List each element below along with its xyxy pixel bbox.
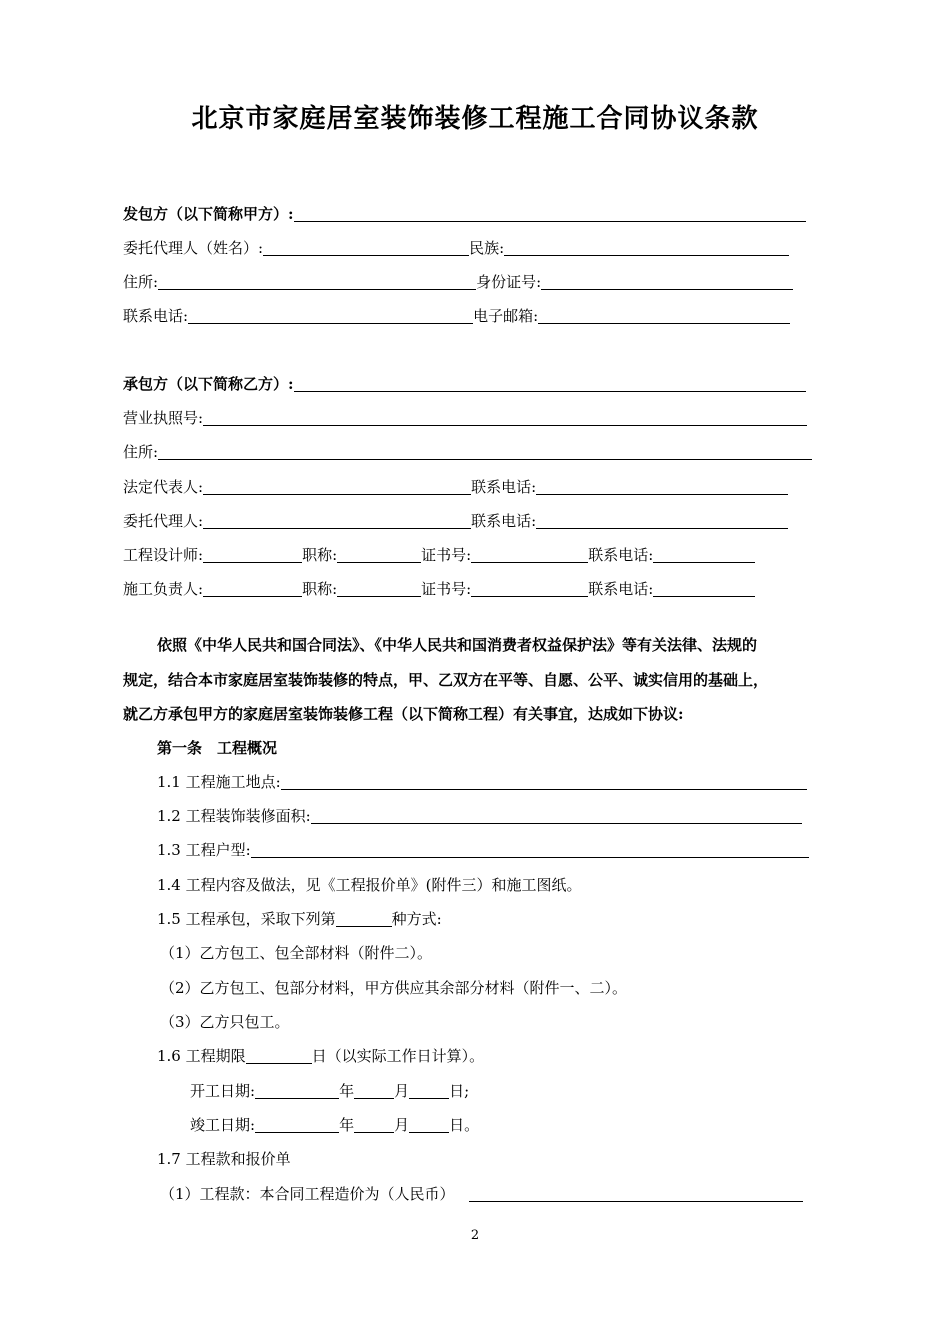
designer-label: 工程设计师: xyxy=(123,546,204,564)
document-title: 北京市家庭居室装饰装修工程施工合同协议条款 xyxy=(191,104,759,134)
item-1-6-suffix: 日（以实际工作日计算）。 xyxy=(311,1047,485,1065)
party-a-address-row xyxy=(123,271,793,293)
designer-phone-label: 联系电话: xyxy=(588,546,654,564)
party-b-legal-rep-phone-field[interactable] xyxy=(536,494,788,495)
item-1-6-label: 1.6 工程期限 xyxy=(157,1047,246,1065)
designer-phone-field[interactable] xyxy=(653,562,755,563)
party-a-agent-row xyxy=(123,237,789,259)
site-address-field[interactable] xyxy=(281,789,807,790)
party-b-row xyxy=(123,373,806,395)
end-date-row xyxy=(190,1114,479,1136)
party-a-phone-field[interactable] xyxy=(188,323,473,324)
start-date-label: 开工日期: xyxy=(190,1082,256,1100)
party-b-agent-field[interactable] xyxy=(203,528,471,529)
option-3: （3）乙方只包工。 xyxy=(160,1013,290,1031)
designer-title-field[interactable] xyxy=(337,562,421,563)
party-b-address-row xyxy=(123,441,812,463)
option-1: （1）乙方包工、包全部材料（附件二）。 xyxy=(160,944,433,962)
party-b-license-row xyxy=(123,407,807,429)
manager-phone-field[interactable] xyxy=(653,596,755,597)
party-b-agent-row xyxy=(123,510,788,532)
party-a-heading: 发包方（以下简称甲方）: xyxy=(123,205,294,223)
item-1-3-row xyxy=(157,839,809,861)
party-a-id-field[interactable] xyxy=(541,289,793,290)
preamble-line-2: 规定，结合本市家庭居室装饰装修的特点，甲、乙双方在平等、自愿、公平、诚实信用的基础上， xyxy=(123,671,769,689)
item-1-5-suffix: 种方式: xyxy=(391,910,442,928)
item-1-5-label: 1.5 工程承包，采取下列第 xyxy=(157,910,336,928)
area-field[interactable] xyxy=(311,823,802,824)
party-b-legal-rep-phone-label: 联系电话: xyxy=(471,478,537,496)
party-b-agent-phone-field[interactable] xyxy=(536,528,788,529)
party-a-ethnicity-label: 民族: xyxy=(469,239,505,257)
party-a-email-label: 电子邮箱: xyxy=(473,307,539,325)
designer-cert-field[interactable] xyxy=(471,562,588,563)
start-year-unit: 年 xyxy=(339,1082,355,1100)
item-1-2-label: 1.2 工程装饰装修面积: xyxy=(157,807,311,825)
price-field[interactable] xyxy=(469,1201,803,1202)
party-a-phone-label: 联系电话: xyxy=(123,307,189,325)
item-1-6-row xyxy=(157,1045,484,1067)
party-a-agent-field[interactable] xyxy=(263,255,469,256)
designer-cert-label: 证书号: xyxy=(421,546,472,564)
party-b-address-label: 住所: xyxy=(123,443,159,461)
manager-cert-label: 证书号: xyxy=(421,580,472,598)
layout-field[interactable] xyxy=(251,857,809,858)
item-1-5-row xyxy=(157,908,442,930)
item-1-1-label: 1.1 工程施工地点: xyxy=(157,773,281,791)
party-b-license-field[interactable] xyxy=(203,425,807,426)
designer-title-label: 职称: xyxy=(302,546,338,564)
party-a-id-label: 身份证号: xyxy=(476,273,542,291)
party-b-license-label: 营业执照号: xyxy=(123,409,204,427)
party-b-name-field[interactable] xyxy=(294,391,806,392)
party-b-designer-row xyxy=(123,544,755,566)
start-day-field[interactable] xyxy=(409,1098,449,1099)
start-day-unit: 日; xyxy=(449,1082,470,1100)
option-2: （2）乙方包工、包部分材料，甲方供应其余部分材料（附件一、二）。 xyxy=(160,979,628,997)
preamble-line-1: 依照《中华人民共和国合同法》、《中华人民共和国消费者权益保护法》等有关法律、法规的 xyxy=(157,636,758,654)
party-a-ethnicity-field[interactable] xyxy=(504,255,789,256)
contract-mode-field[interactable] xyxy=(336,926,392,927)
manager-label: 施工负责人: xyxy=(123,580,204,598)
item-1-2-row xyxy=(157,805,802,827)
party-b-address-field[interactable] xyxy=(158,459,812,460)
party-a-address-label: 住所: xyxy=(123,273,159,291)
manager-title-label: 职称: xyxy=(302,580,338,598)
end-year-unit: 年 xyxy=(339,1116,355,1134)
party-a-row xyxy=(123,203,806,225)
party-b-legal-rep-label: 法定代表人: xyxy=(123,478,204,496)
manager-title-field[interactable] xyxy=(337,596,421,597)
item-1-7: 1.7 工程款和报价单 xyxy=(157,1150,291,1168)
preamble-line-3: 就乙方承包甲方的家庭居室装饰装修工程（以下简称工程）有关事宜，达成如下协议: xyxy=(123,705,684,723)
manager-field[interactable] xyxy=(203,596,302,597)
price-row xyxy=(160,1183,803,1205)
end-day-unit: 日。 xyxy=(449,1116,480,1134)
party-a-contact-row xyxy=(123,305,790,327)
manager-phone-label: 联系电话: xyxy=(588,580,654,598)
page-number: 2 xyxy=(470,1228,480,1243)
end-month-unit: 月 xyxy=(394,1116,410,1134)
party-b-agent-phone-label: 联系电话: xyxy=(471,512,537,530)
start-month-field[interactable] xyxy=(354,1098,394,1099)
price-label: （1）工程款：本合同工程造价为（人民币） xyxy=(160,1185,455,1203)
party-a-agent-label: 委托代理人（姓名）: xyxy=(123,239,264,257)
party-b-heading: 承包方（以下简称乙方）: xyxy=(123,375,294,393)
start-year-field[interactable] xyxy=(255,1098,339,1099)
item-1-4: 1.4 工程内容及做法，见《工程报价单》(附件三）和施工图纸。 xyxy=(157,876,582,894)
item-1-3-label: 1.3 工程户型: xyxy=(157,841,251,859)
start-date-row xyxy=(190,1080,469,1102)
end-date-label: 竣工日期: xyxy=(190,1116,256,1134)
party-a-email-field[interactable] xyxy=(538,323,790,324)
party-b-legal-rep-field[interactable] xyxy=(203,494,471,495)
designer-field[interactable] xyxy=(203,562,302,563)
party-b-legal-rep-row xyxy=(123,476,788,498)
manager-cert-field[interactable] xyxy=(471,596,588,597)
article-1-heading: 第一条 工程概况 xyxy=(157,739,278,757)
party-a-address-field[interactable] xyxy=(158,289,476,290)
start-month-unit: 月 xyxy=(394,1082,410,1100)
end-month-field[interactable] xyxy=(354,1132,394,1133)
party-a-name-field[interactable] xyxy=(294,221,806,222)
end-year-field[interactable] xyxy=(255,1132,339,1133)
party-b-manager-row xyxy=(123,578,755,600)
end-day-field[interactable] xyxy=(409,1132,449,1133)
party-b-agent-label: 委托代理人: xyxy=(123,512,204,530)
duration-field[interactable] xyxy=(246,1063,312,1064)
item-1-1-row xyxy=(157,771,807,793)
